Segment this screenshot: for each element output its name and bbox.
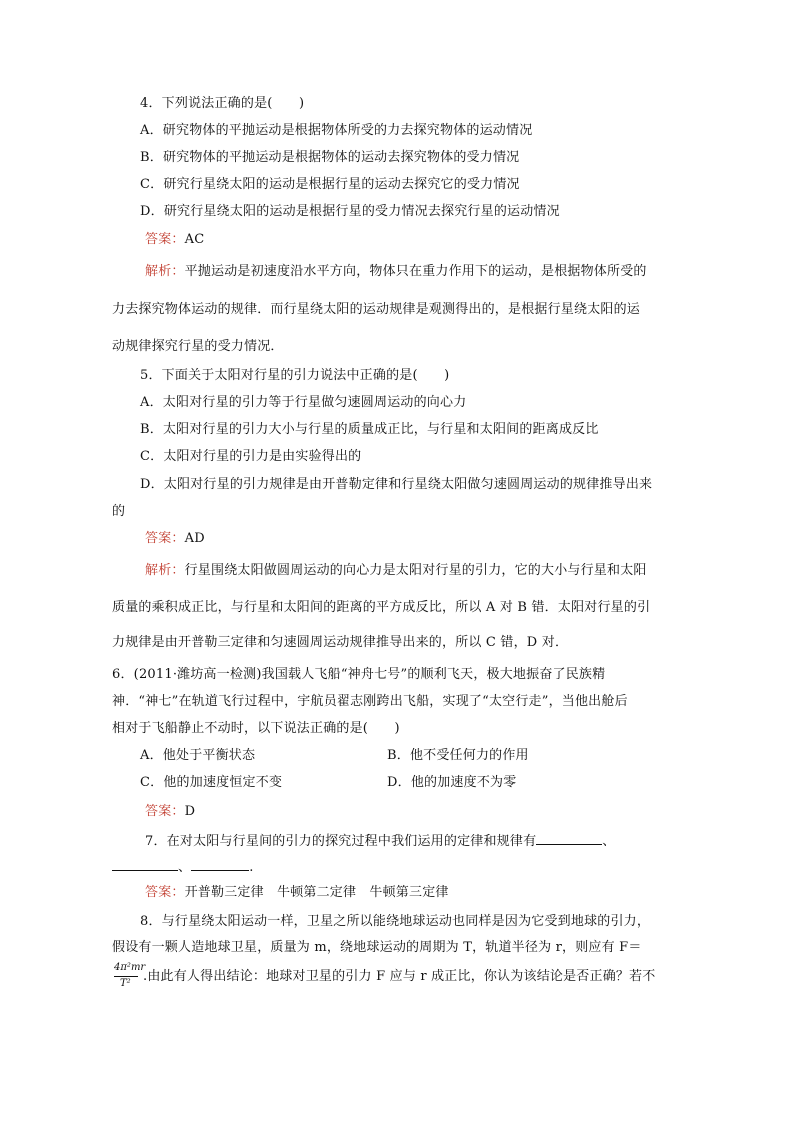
analysis-text: 行星围绕太阳做圆周运动的向心力是太阳对行星的引力，它的大小与行星和太阳 xyxy=(184,563,647,578)
q5-option-c: C．太阳对行星的引力是由实验得出的 xyxy=(140,449,362,464)
q4-option-d: D．研究行星绕太阳的运动是根据行星的受力情况去探究行星的运动情况 xyxy=(140,204,560,219)
q8-line-1: 8．与行星绕太阳运动一样，卫星之所以能绕地球运动也同样是因为它受到地球的引力， xyxy=(140,914,651,929)
q7-end-mark: . xyxy=(249,860,254,875)
fill-blank-1[interactable] xyxy=(536,832,602,845)
answer-label: 答案： xyxy=(145,885,185,900)
fill-blank-3[interactable] xyxy=(191,858,249,871)
q4-option-a: A．研究物体的平抛运动是根据物体所受的力去探究物体的运动情况 xyxy=(140,123,533,138)
q8-line-2: 假设有一颗人造地球卫星，质量为 m，绕地球运动的周期为 T，轨道半径为 r，则应有 F＝ xyxy=(112,940,642,955)
q8-line-3: .由此有人得出结论：地球对卫星的引力 F 应与 r 成正比，你认为该结论是否正确？若不 xyxy=(143,969,656,984)
q4-analysis-line-1 xyxy=(145,263,647,281)
q6-answer xyxy=(145,803,195,821)
q5-analysis-line-2: 质量的乘积成正比，与行星和太阳间的距离的平方成反比，所以 A 对 B 错．太阳对行星的引 xyxy=(112,600,651,615)
q5-analysis-line-1 xyxy=(145,562,647,580)
q5-option-a: A．太阳对行星的引力等于行星做匀速圆周运动的向心力 xyxy=(140,395,467,410)
answer-value: D xyxy=(184,804,196,819)
q6-stem-line-3: 相对于飞船静止不动时，以下说法正确的是( ) xyxy=(112,721,400,736)
q5-option-b: B．太阳对行星的引力大小与行星的质量成正比，与行星和太阳间的距离成反比 xyxy=(140,422,599,437)
q5-stem: 5．下面关于太阳对行星的引力说法中正确的是( ) xyxy=(140,368,450,383)
q6-option-a: A．他处于平衡状态 xyxy=(140,748,256,763)
answer-value: AD xyxy=(184,531,205,546)
analysis-label: 解析： xyxy=(145,264,185,279)
q5-option-d: D．太阳对行星的引力规律是由开普勒定律和行星绕太阳做匀速圆周运动的规律推导出来 xyxy=(140,477,653,492)
fraction-denominator: T² xyxy=(120,978,131,989)
q5-answer xyxy=(145,530,205,548)
fraction-numerator: 4π²mr xyxy=(114,962,146,973)
q6-stem-line-1: 6．(2011·潍坊高一检测)我国载人飞船“神舟七号”的顺利飞天，极大地振奋了民族精 xyxy=(112,667,606,682)
answer-label: 答案： xyxy=(145,804,185,819)
q4-analysis-line-2: 力去探究物体运动的规律．而行星绕太阳的运动规律是观测得出的，是根据行星绕太阳的运 xyxy=(112,302,641,317)
q6-option-c: C．他的加速度恒定不变 xyxy=(140,775,283,790)
q7-stem-text: 7．在对太阳与行星间的引力的探究过程中我们运用的定律和规律有 xyxy=(145,834,537,849)
analysis-text: 平抛运动是初速度沿水平方向，物体只在重力作用下的运动，是根据物体所受的 xyxy=(184,264,647,279)
q4-stem: 4．下列说法正确的是( ) xyxy=(140,96,305,111)
q6-option-b: B．他不受任何力的作用 xyxy=(387,748,529,763)
q4-option-b: B．研究物体的平抛运动是根据物体的运动去探究物体的受力情况 xyxy=(140,150,520,165)
q6-stem-line-2: 神．“神七”在轨道飞行过程中，宇航员翟志刚跨出飞船，实现了“太空行走”，当他出舱后 xyxy=(112,694,628,709)
q4-analysis-line-3: 动规律探究行星的受力情况． xyxy=(112,339,284,354)
q5-analysis-line-3: 力规律是由开普勒三定律和匀速圆周运动规律推导出来的，所以 C 错，D 对． xyxy=(112,635,569,650)
q5-option-d-cont: 的 xyxy=(112,504,126,519)
q7-separator: 、 xyxy=(602,834,616,849)
q7-separator: 、 xyxy=(178,860,192,875)
answer-value: AC xyxy=(184,232,205,247)
q6-option-d: D．他的加速度不为零 xyxy=(387,775,517,790)
q4-answer xyxy=(145,231,204,249)
fraction-bar xyxy=(114,976,138,977)
q7-stem-line-2 xyxy=(112,858,254,877)
analysis-label: 解析： xyxy=(145,563,185,578)
q7-stem-line-1 xyxy=(145,832,615,851)
answer-value: 开普勒三定律 牛顿第二定律 牛顿第三定律 xyxy=(184,885,449,900)
answer-label: 答案： xyxy=(145,531,185,546)
fill-blank-2[interactable] xyxy=(112,858,178,871)
answer-label: 答案： xyxy=(145,232,185,247)
q7-answer xyxy=(145,884,449,902)
q4-option-c: C．研究行星绕太阳的运动是根据行星的运动去探究它的受力情况 xyxy=(140,177,520,192)
